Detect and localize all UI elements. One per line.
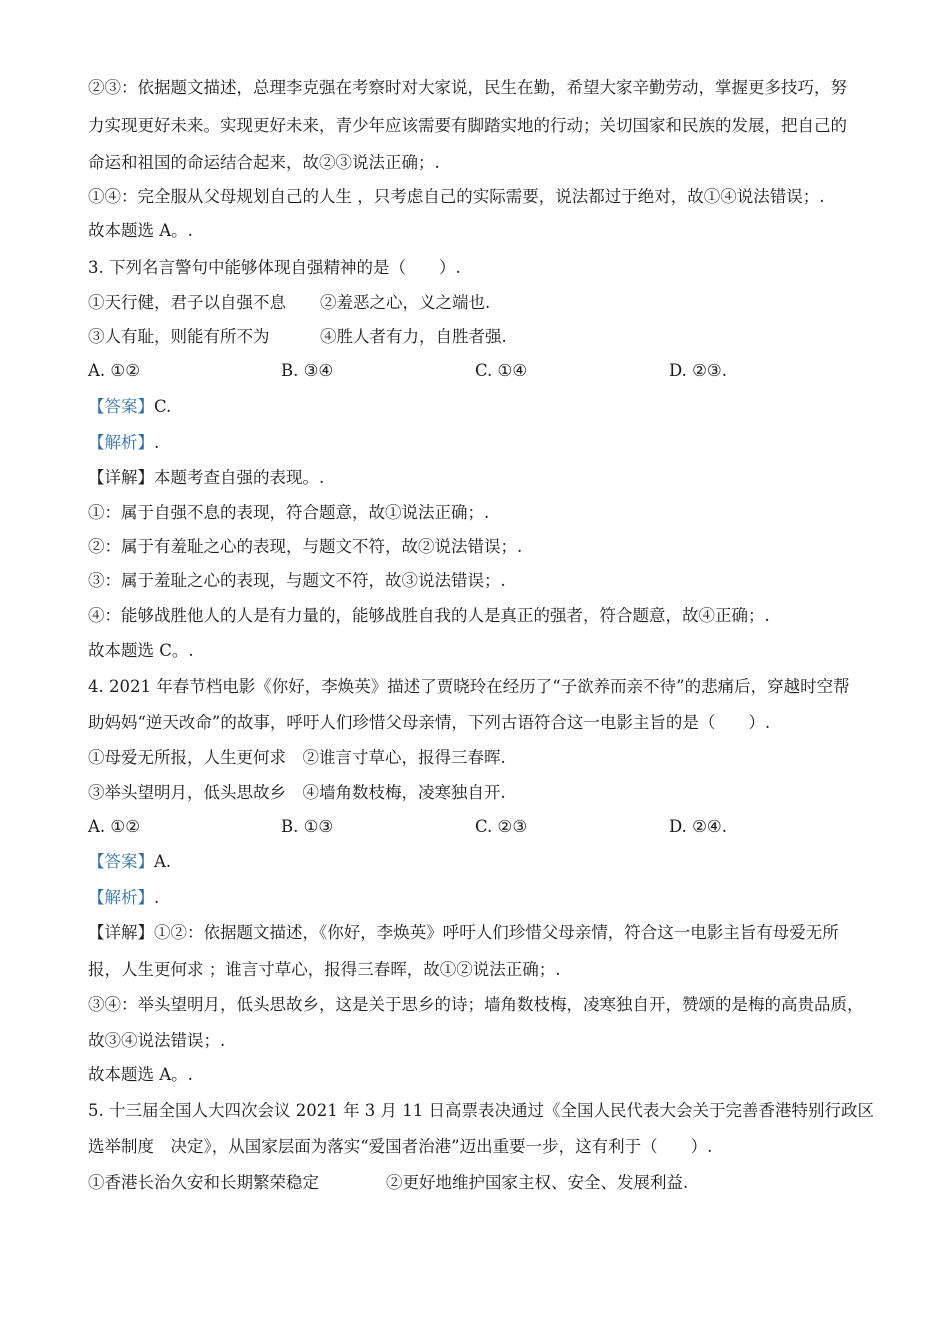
q4-stem-line-1: 4. 2021 年春节档电影《你好，李焕英》描述了贾晓玲在经历了“子欲养而亲不待”的悲痛后，穿越时空帮	[88, 677, 850, 696]
q3-option-c: C. ①④	[475, 361, 528, 380]
q3-option-d: D. ②③.	[669, 361, 727, 380]
q2-explanation-line-4: ①④：完全服从父母规划自己的人生 ，只考虑自己的实际需要，说法都过于绝对，故①④说法错误；.	[88, 187, 825, 206]
answer-tag: 【答案】	[88, 397, 154, 416]
q4-detail-line-2: 报，人生更何求 ；谁言寸草心，报得三春晖，故①②说法正确；.	[88, 960, 561, 979]
analysis-text: .	[154, 433, 160, 452]
detail-tag: 【详解】	[88, 923, 154, 942]
q4-option-c: C. ②③	[475, 817, 528, 836]
q4-answer	[88, 851, 171, 873]
q3-option-a: A. ①②	[88, 361, 140, 380]
q4-option-b: B. ①③	[281, 817, 334, 836]
detail-text: 本题考查自强的表现。.	[154, 468, 325, 487]
q2-explanation-line-2: 力实现更好未来。实现更好未来，青少年应该需要有脚踏实地的行动；关切国家和民族的发展，把自己的	[88, 116, 847, 135]
q3-statement-4: ④胜人者有力，自胜者强.	[320, 327, 507, 346]
answer-value: C.	[154, 397, 172, 416]
q3-analysis	[88, 432, 159, 454]
q3-statement-1: ①天行健，君子以自强不息	[88, 293, 286, 312]
analysis-tag: 【解析】	[88, 888, 154, 907]
q3-detail-4: ④：能够战胜他人的人是有力量的，能够战胜自我的人是真正的强者，符合题意，故④正确；.	[88, 606, 770, 625]
q4-stem-line-2: 助妈妈“逆天改命”的故事，呼吁人们珍惜父母亲情，下列古语符合这一电影主旨的是（ ）.	[88, 713, 771, 732]
q5-stem-line-1: 5. 十三届全国人大四次会议 2021 年 3 月 11 日高票表决通过《全国人民代表大会关于完善香港特别行政区	[88, 1101, 874, 1120]
q3-option-b: B. ③④	[281, 361, 334, 380]
q4-statements-1-2: ①母爱无所报，人生更何求 ②谁言寸草心，报得三春晖.	[88, 748, 506, 767]
q3-statement-2: ②羞恶之心，义之端也.	[320, 293, 491, 312]
q4-option-a: A. ①②	[88, 817, 140, 836]
q4-statements-3-4: ③举头望明月，低头思故乡 ④墙角数枝梅，凌寒独自开.	[88, 783, 506, 802]
analysis-tag: 【解析】	[88, 433, 154, 452]
q3-detail	[88, 467, 324, 489]
q5-statement-2: ②更好地维护国家主权、安全、发展利益.	[386, 1173, 689, 1192]
q4-detail-line-3: ③④：举头望明月，低头思故乡，这是关于思乡的诗；墙角数枝梅，凌寒独自开，赞颂的是梅的高贵品质，	[88, 995, 864, 1014]
answer-tag: 【答案】	[88, 852, 154, 871]
answer-value: A.	[154, 852, 172, 871]
q3-detail-2: ②：属于有羞耻之心的表现，与题文不符，故②说法错误；.	[88, 537, 523, 556]
q2-explanation-line-1: ②③：依据题文描述，总理李克强在考察时对大家说，民生在勤，希望大家辛勤劳动，掌握更多技巧，努	[88, 78, 847, 97]
q3-statement-3: ③人有耻，则能有所不为	[88, 327, 270, 346]
q4-option-d: D. ②④.	[669, 817, 727, 836]
detail-text: ①②：依据题文描述，《你好，李焕英》呼吁人们珍惜父母亲情，符合这一电影主旨有母爱无所	[154, 923, 839, 942]
q4-detail-line-1	[88, 922, 839, 944]
q2-conclusion: 故本题选 A。.	[88, 221, 193, 240]
q3-answer	[88, 396, 171, 418]
q4-analysis	[88, 887, 159, 909]
q3-detail-1: ①：属于自强不息的表现，符合题意，故①说法正确；.	[88, 503, 490, 522]
q3-stem: 3. 下列名言警句中能够体现自强精神的是（ ）.	[88, 258, 461, 277]
q5-statement-1: ①香港长治久安和长期繁荣稳定	[88, 1173, 319, 1192]
q4-detail-line-4: 故③④说法错误；.	[88, 1031, 226, 1050]
q5-stem-line-2: 选举制度 决定》，从国家层面为落实“爱国者治港”迈出重要一步，这有利于（ ）.	[88, 1137, 713, 1156]
q3-detail-3: ③：属于羞耻之心的表现，与题文不符，故③说法错误；.	[88, 571, 506, 590]
detail-tag: 【详解】	[88, 468, 154, 487]
q3-conclusion: 故本题选 C。.	[88, 641, 194, 660]
q4-conclusion: 故本题选 A。.	[88, 1065, 193, 1084]
analysis-text: .	[154, 888, 160, 907]
q2-explanation-line-3: 命运和祖国的命运结合起来，故②③说法正确；.	[88, 153, 440, 172]
